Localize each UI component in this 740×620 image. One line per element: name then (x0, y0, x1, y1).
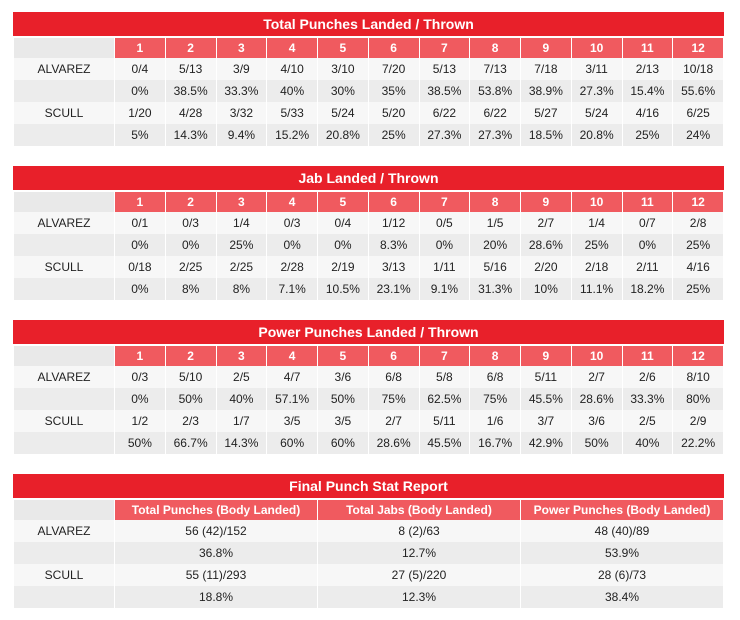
round-header: 7 (419, 38, 470, 58)
count-cell: 5/11 (419, 410, 470, 432)
pct-cell: 27.3% (419, 124, 470, 146)
fighter-count-row (14, 410, 724, 432)
count-cell: 2/8 (673, 212, 724, 234)
count-cell: 5/10 (165, 366, 216, 388)
round-header: 10 (571, 192, 622, 212)
count-cell: 4/10 (267, 58, 318, 80)
count-cell: 1/4 (571, 212, 622, 234)
pct-cell: 18.5% (521, 124, 572, 146)
fighter-pct-row (14, 80, 724, 102)
round-header: 5 (318, 192, 369, 212)
round-header: 9 (521, 38, 572, 58)
round-header: 5 (318, 346, 369, 366)
pct-cell: 25% (622, 124, 673, 146)
count-cell: 0/7 (622, 212, 673, 234)
count-cell: 10/18 (673, 58, 724, 80)
round-header: 1 (115, 346, 166, 366)
count-cell: 4/28 (165, 102, 216, 124)
fighter-count-row (14, 366, 724, 388)
fighter-name: ALVAREZ (14, 212, 115, 234)
round-header: 3 (216, 346, 267, 366)
round-header: 2 (165, 38, 216, 58)
corner-cell (14, 346, 115, 366)
pct-cell: 24% (673, 124, 724, 146)
fighter-count-row (14, 212, 724, 234)
count-cell: 5/16 (470, 256, 521, 278)
pct-cell: 45.5% (419, 432, 470, 454)
count-cell: 3/13 (368, 256, 419, 278)
name-spacer (14, 432, 115, 454)
count-cell: 1/12 (368, 212, 419, 234)
name-spacer (14, 586, 115, 608)
fighter-name: ALVAREZ (14, 366, 115, 388)
name-spacer (14, 124, 115, 146)
pct-cell: 12.7% (318, 542, 521, 564)
round-header: 8 (470, 38, 521, 58)
pct-cell: 40% (267, 80, 318, 102)
pct-cell: 0% (419, 234, 470, 256)
count-cell: 2/7 (571, 366, 622, 388)
round-header: 8 (470, 192, 521, 212)
round-header: 10 (571, 38, 622, 58)
pct-cell: 33.3% (622, 388, 673, 410)
count-cell: 5/33 (267, 102, 318, 124)
pct-cell: 40% (622, 432, 673, 454)
pct-cell: 9.1% (419, 278, 470, 300)
round-header: 2 (165, 346, 216, 366)
name-spacer (14, 80, 115, 102)
count-cell: 3/11 (571, 58, 622, 80)
count-cell: 5/24 (318, 102, 369, 124)
pct-cell: 0% (115, 388, 166, 410)
count-cell: 1/2 (115, 410, 166, 432)
pct-cell: 12.3% (318, 586, 521, 608)
count-cell: 48 (40)/89 (521, 520, 724, 542)
pct-cell: 62.5% (419, 388, 470, 410)
round-header: 11 (622, 192, 673, 212)
count-cell: 6/8 (368, 366, 419, 388)
corner-cell (14, 192, 115, 212)
count-cell: 1/11 (419, 256, 470, 278)
count-cell: 5/24 (571, 102, 622, 124)
fighter-name: ALVAREZ (14, 520, 115, 542)
count-cell: 6/8 (470, 366, 521, 388)
round-header: 3 (216, 38, 267, 58)
pct-cell: 23.1% (368, 278, 419, 300)
fighter-pct-row (14, 278, 724, 300)
count-cell: 3/10 (318, 58, 369, 80)
stats-grid (13, 346, 724, 454)
count-cell: 2/28 (267, 256, 318, 278)
round-header-row (14, 346, 724, 366)
round-header: 2 (165, 192, 216, 212)
count-cell: 3/5 (318, 410, 369, 432)
round-header: 7 (419, 192, 470, 212)
count-cell: 0/18 (115, 256, 166, 278)
count-cell: 6/22 (470, 102, 521, 124)
category-header: Total Punches (Body Landed) (115, 500, 318, 520)
pct-cell: 33.3% (216, 80, 267, 102)
pct-cell: 55.6% (673, 80, 724, 102)
count-cell: 8 (2)/63 (318, 520, 521, 542)
pct-cell: 25% (368, 124, 419, 146)
pct-cell: 75% (368, 388, 419, 410)
count-cell: 2/11 (622, 256, 673, 278)
pct-cell: 0% (115, 234, 166, 256)
round-header-row (14, 38, 724, 58)
jab-table (13, 166, 724, 300)
pct-cell: 60% (318, 432, 369, 454)
pct-cell: 45.5% (521, 388, 572, 410)
count-cell: 4/16 (622, 102, 673, 124)
round-header: 1 (115, 38, 166, 58)
fighter-count-row (14, 520, 724, 542)
count-cell: 2/7 (368, 410, 419, 432)
pct-cell: 27.3% (571, 80, 622, 102)
count-cell: 3/5 (267, 410, 318, 432)
pct-cell: 36.8% (115, 542, 318, 564)
count-cell: 0/3 (115, 366, 166, 388)
pct-cell: 5% (115, 124, 166, 146)
fighter-name: SCULL (14, 256, 115, 278)
count-cell: 2/6 (622, 366, 673, 388)
pct-cell: 25% (216, 234, 267, 256)
count-cell: 0/1 (115, 212, 166, 234)
pct-cell: 38.4% (521, 586, 724, 608)
fighter-pct-row (14, 124, 724, 146)
round-header: 5 (318, 38, 369, 58)
round-header: 11 (622, 346, 673, 366)
pct-cell: 10% (521, 278, 572, 300)
fighter-pct-row (14, 432, 724, 454)
pct-cell: 50% (115, 432, 166, 454)
count-cell: 7/13 (470, 58, 521, 80)
count-cell: 5/8 (419, 366, 470, 388)
round-header: 6 (368, 346, 419, 366)
name-spacer (14, 234, 115, 256)
table-title: Power Punches Landed / Thrown (13, 320, 724, 346)
round-header: 6 (368, 192, 419, 212)
pct-cell: 11.1% (571, 278, 622, 300)
count-cell: 28 (6)/73 (521, 564, 724, 586)
count-cell: 2/5 (622, 410, 673, 432)
pct-cell: 14.3% (216, 432, 267, 454)
count-cell: 7/18 (521, 58, 572, 80)
count-cell: 1/5 (470, 212, 521, 234)
pct-cell: 25% (571, 234, 622, 256)
pct-cell: 80% (673, 388, 724, 410)
pct-cell: 0% (622, 234, 673, 256)
fighter-name: ALVAREZ (14, 58, 115, 80)
count-cell: 0/3 (267, 212, 318, 234)
fighter-name: SCULL (14, 564, 115, 586)
fighter-pct-row (14, 542, 724, 564)
corner-cell (14, 38, 115, 58)
power-punches-table (13, 320, 724, 454)
pct-cell: 20% (470, 234, 521, 256)
round-header: 9 (521, 346, 572, 366)
pct-cell: 28.6% (368, 432, 419, 454)
round-header: 10 (571, 346, 622, 366)
table-title: Final Punch Stat Report (13, 474, 724, 500)
count-cell: 4/16 (673, 256, 724, 278)
count-cell: 2/19 (318, 256, 369, 278)
count-cell: 27 (5)/220 (318, 564, 521, 586)
count-cell: 4/7 (267, 366, 318, 388)
pct-cell: 50% (318, 388, 369, 410)
pct-cell: 28.6% (521, 234, 572, 256)
count-cell: 2/25 (216, 256, 267, 278)
round-header-row (14, 192, 724, 212)
pct-cell: 9.4% (216, 124, 267, 146)
pct-cell: 0% (115, 278, 166, 300)
pct-cell: 8.3% (368, 234, 419, 256)
pct-cell: 0% (165, 234, 216, 256)
pct-cell: 31.3% (470, 278, 521, 300)
pct-cell: 53.9% (521, 542, 724, 564)
pct-cell: 18.2% (622, 278, 673, 300)
pct-cell: 38.5% (419, 80, 470, 102)
round-header: 4 (267, 192, 318, 212)
count-cell: 1/7 (216, 410, 267, 432)
pct-cell: 22.2% (673, 432, 724, 454)
count-cell: 5/11 (521, 366, 572, 388)
pct-cell: 53.8% (470, 80, 521, 102)
pct-cell: 50% (165, 388, 216, 410)
count-cell: 2/3 (165, 410, 216, 432)
round-header: 1 (115, 192, 166, 212)
pct-cell: 7.1% (267, 278, 318, 300)
count-cell: 2/20 (521, 256, 572, 278)
pct-cell: 75% (470, 388, 521, 410)
pct-cell: 42.9% (521, 432, 572, 454)
pct-cell: 10.5% (318, 278, 369, 300)
pct-cell: 15.2% (267, 124, 318, 146)
count-cell: 2/18 (571, 256, 622, 278)
fighter-name: SCULL (14, 410, 115, 432)
round-header: 4 (267, 38, 318, 58)
pct-cell: 28.6% (571, 388, 622, 410)
count-cell: 3/32 (216, 102, 267, 124)
fighter-pct-row (14, 234, 724, 256)
name-spacer (14, 278, 115, 300)
count-cell: 0/3 (165, 212, 216, 234)
pct-cell: 40% (216, 388, 267, 410)
pct-cell: 0% (115, 80, 166, 102)
count-cell: 0/4 (318, 212, 369, 234)
count-cell: 5/20 (368, 102, 419, 124)
pct-cell: 57.1% (267, 388, 318, 410)
pct-cell: 27.3% (470, 124, 521, 146)
count-cell: 6/22 (419, 102, 470, 124)
final-header-row (14, 500, 724, 520)
count-cell: 3/7 (521, 410, 572, 432)
pct-cell: 60% (267, 432, 318, 454)
round-header: 8 (470, 346, 521, 366)
count-cell: 56 (42)/152 (115, 520, 318, 542)
count-cell: 5/13 (165, 58, 216, 80)
category-header: Total Jabs (Body Landed) (318, 500, 521, 520)
pct-cell: 0% (267, 234, 318, 256)
name-spacer (14, 542, 115, 564)
round-header: 6 (368, 38, 419, 58)
count-cell: 3/9 (216, 58, 267, 80)
count-cell: 6/25 (673, 102, 724, 124)
pct-cell: 20.8% (318, 124, 369, 146)
count-cell: 1/4 (216, 212, 267, 234)
count-cell: 3/6 (571, 410, 622, 432)
fighter-count-row (14, 256, 724, 278)
stats-grid (13, 192, 724, 300)
pct-cell: 8% (216, 278, 267, 300)
fighter-pct-row (14, 586, 724, 608)
round-header: 4 (267, 346, 318, 366)
total-punches-table (13, 12, 724, 146)
pct-cell: 50% (571, 432, 622, 454)
pct-cell: 16.7% (470, 432, 521, 454)
table-title: Total Punches Landed / Thrown (13, 12, 724, 38)
pct-cell: 38.9% (521, 80, 572, 102)
pct-cell: 18.8% (115, 586, 318, 608)
pct-cell: 35% (368, 80, 419, 102)
table-title: Jab Landed / Thrown (13, 166, 724, 192)
round-header: 9 (521, 192, 572, 212)
pct-cell: 14.3% (165, 124, 216, 146)
pct-cell: 0% (318, 234, 369, 256)
count-cell: 3/6 (318, 366, 369, 388)
round-header: 11 (622, 38, 673, 58)
round-header: 3 (216, 192, 267, 212)
count-cell: 5/13 (419, 58, 470, 80)
name-spacer (14, 388, 115, 410)
count-cell: 1/6 (470, 410, 521, 432)
count-cell: 2/5 (216, 366, 267, 388)
pct-cell: 8% (165, 278, 216, 300)
count-cell: 2/7 (521, 212, 572, 234)
pct-cell: 66.7% (165, 432, 216, 454)
pct-cell: 38.5% (165, 80, 216, 102)
fighter-count-row (14, 102, 724, 124)
pct-cell: 25% (673, 234, 724, 256)
count-cell: 8/10 (673, 366, 724, 388)
count-cell: 0/4 (115, 58, 166, 80)
count-cell: 2/9 (673, 410, 724, 432)
fighter-count-row (14, 58, 724, 80)
round-header: 7 (419, 346, 470, 366)
fighter-count-row (14, 564, 724, 586)
count-cell: 5/27 (521, 102, 572, 124)
count-cell: 2/25 (165, 256, 216, 278)
count-cell: 0/5 (419, 212, 470, 234)
count-cell: 2/13 (622, 58, 673, 80)
pct-cell: 25% (673, 278, 724, 300)
final-grid (13, 500, 724, 608)
pct-cell: 15.4% (622, 80, 673, 102)
fighter-pct-row (14, 388, 724, 410)
corner-cell (14, 500, 115, 520)
count-cell: 1/20 (115, 102, 166, 124)
stats-grid (13, 38, 724, 146)
category-header: Power Punches (Body Landed) (521, 500, 724, 520)
round-header: 12 (673, 192, 724, 212)
final-report-table (13, 474, 724, 608)
count-cell: 55 (11)/293 (115, 564, 318, 586)
pct-cell: 30% (318, 80, 369, 102)
fighter-name: SCULL (14, 102, 115, 124)
round-header: 12 (673, 38, 724, 58)
pct-cell: 20.8% (571, 124, 622, 146)
count-cell: 7/20 (368, 58, 419, 80)
round-header: 12 (673, 346, 724, 366)
